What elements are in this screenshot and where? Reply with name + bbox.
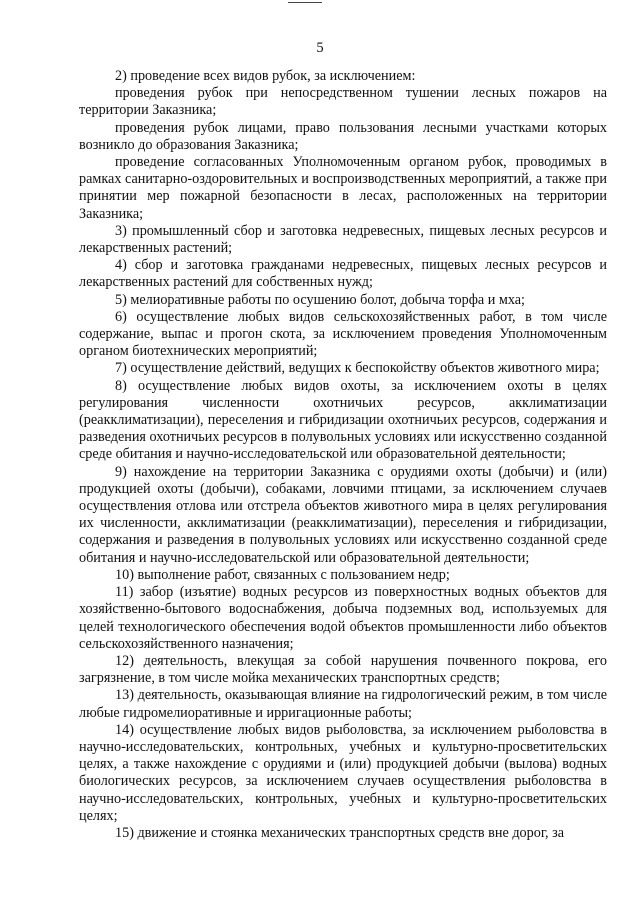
paragraph-subitem-sanitary: проведение согласованных Уполномоченным органом рубок, проводимых в рамках санитарно-оздоровительных и воспроизводственных мероприятий, а также при принятии мер пожарной безопасности в лесах, расположенных на территории Заказника; <box>79 154 607 222</box>
paragraph-item-2: 2) проведение всех видов рубок, за исключением: <box>115 68 416 84</box>
paragraph-subitem-prior-rights: проведения рубок лицами, право пользования лесными участками которых возникло до образования Заказника; <box>79 119 607 153</box>
paragraph-item-14: 14) осуществление любых видов рыболовства, за исключением рыболовства в научно-исследовательских, контрольных, учебных и культурно-просветительских целях, а также нахождение с орудиями и (или) продукцией добычи (вылова) водных биологических ресурсов, за исключением случаев осуществления рыболовства в научно-исследовательских, контрольных, учебных и культурно-просветительских целях; <box>79 721 607 824</box>
paragraph-item-10: 10) выполнение работ, связанных с пользованием недр; <box>115 566 450 583</box>
paragraph-item-8: 8) осуществление любых видов охоты, за исключением охоты в целях регулирования численности охотничьих ресурсов, акклиматизации (реакклиматизации), переселения и гибридизации охотничьих ресурсов, содержания и разведения охотничьих ресурсов в полувольных условиях или искусственно созданной среде обитания и научно-исследовательской или образовательной деятельности; <box>79 377 607 463</box>
paragraph-item-4: 4) сбор и заготовка гражданами недревесных, пищевых лесных ресурсов и лекарственных растений для собственных нужд; <box>79 257 607 291</box>
paragraph-item-12: 12) деятельность, влекущая за собой нарушения почвенного покрова, его загрязнение, в том числе мойка механических транспортных средств; <box>79 652 607 687</box>
paragraph-item-9: 9) нахождение на территории Заказника с орудиями охоты (добычи) и (или) продукцией охоты (добычи), собаками, ловчими птицами, за исключением случаев осуществления отлова или отстрела объектов животного мира в целях регулирования их численности, акклиматизации (реакклиматизации), переселения и гибридизации, содержания и разведения в полувольных условиях или искусственно созданной среде обитания и научно-исследовательской или образовательной деятельности; <box>79 463 607 566</box>
top-edge-mark <box>288 2 322 3</box>
paragraph-item-15: 15) движение и стоянка механических транспортных средств вне дорог, за <box>115 824 565 841</box>
paragraph-subitem-fire: проведения рубок при непосредственном тушении лесных пожаров на территории Заказника; <box>79 85 607 119</box>
paragraph-item-11: 11) забор (изъятие) водных ресурсов из поверхностных водных объектов для хозяйственно-бытового водоснабжения, добыча подземных вод, используемых для целей технологического обеспечения водой объектов промышленности либо объектов сельскохозяйственного назначения; <box>79 584 607 652</box>
paragraph-item-5: 5) мелиоративные работы по осушению болот, добыча торфа и мха; <box>115 291 526 308</box>
paragraph-item-7: 7) осуществление действий, ведущих к беспокойству объектов животного мира; <box>115 360 600 377</box>
paragraph-item-3: 3) промышленный сбор и заготовка недревесных, пищевых лесных ресурсов и лекарственных растений; <box>79 222 607 257</box>
page-number: 5 <box>316 40 324 56</box>
document-body <box>79 68 607 842</box>
paragraph-item-6: 6) осуществление любых видов сельскохозяйственных работ, в том числе содержание, выпас и прогон скота, за исключением проведения Уполномоченным органом биотехнических мероприятий; <box>79 308 607 360</box>
paragraph-item-13: 13) деятельность, оказывающая влияние на гидрологический режим, в том числе любые гидромелиоративные и ирригационные работы; <box>79 687 607 721</box>
